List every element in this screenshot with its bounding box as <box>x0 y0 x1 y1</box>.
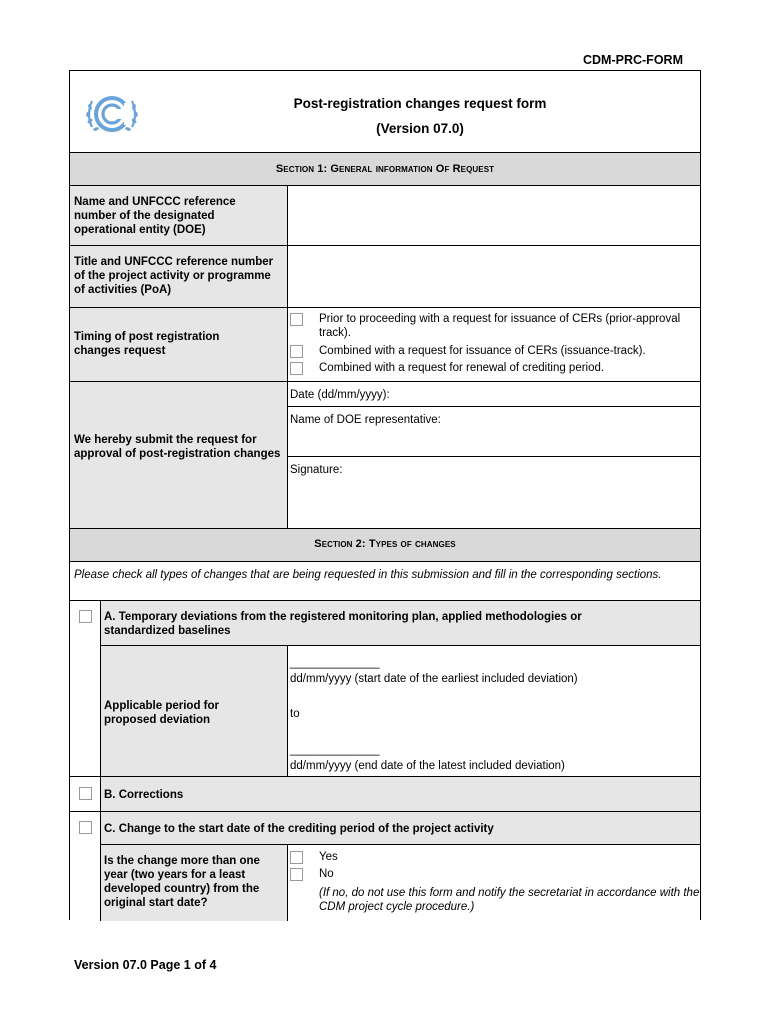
form-version: (Version 07.0) <box>376 121 464 136</box>
change-c-yes-checkbox[interactable] <box>290 851 303 864</box>
doe-value-field[interactable] <box>288 186 700 245</box>
change-b-checkbox[interactable] <box>79 787 92 800</box>
change-c-title: C. Change to the start date of the crediting period of the project activity <box>104 823 494 835</box>
timing-label: Timing of post registration changes request <box>74 331 220 357</box>
document-code: CDM-PRC-FORM <box>583 53 683 67</box>
end-date-hint: dd/mm/yyyy (end date of the latest included deviation) <box>290 760 565 772</box>
date-label: Date (dd/mm/yyyy): <box>290 389 390 401</box>
change-c-checkbox[interactable] <box>79 821 92 834</box>
change-c-no-label: No <box>319 868 334 880</box>
timing-renewal-checkbox[interactable] <box>290 362 303 375</box>
signature-label: Signature: <box>290 464 343 476</box>
doe-label: Name and UNFCCC reference number of the designated operational entity (DOE) <box>74 196 236 236</box>
change-b-title: B. Corrections <box>104 789 184 801</box>
form-title: Post-registration changes request form <box>293 96 547 111</box>
project-label: Title and UNFCCC reference number of the project activity or programme of activities (PoA) <box>74 256 274 296</box>
timing-issuance-checkbox[interactable] <box>290 345 303 358</box>
project-value-field[interactable] <box>288 246 700 307</box>
end-date-line[interactable]: ______________ <box>290 744 380 756</box>
submit-label: We hereby submit the request for approval of post-registration changes <box>74 434 281 460</box>
timing-option-prior: Prior to proceeding with a request for issuance of CERs (prior-approval track). <box>319 313 681 339</box>
form-frame <box>69 70 701 920</box>
doe-representative-label: Name of DOE representative: <box>290 414 441 426</box>
period-label: Applicable period for proposed deviation <box>104 700 220 726</box>
section2-title: Section 2: Types of changes <box>314 538 456 550</box>
change-c-no-checkbox[interactable] <box>290 868 303 881</box>
change-c-yes-label: Yes <box>319 851 338 863</box>
start-date-hint: dd/mm/yyyy (start date of the earliest included deviation) <box>290 673 578 685</box>
timing-prior-approval-checkbox[interactable] <box>290 313 303 326</box>
change-a-checkbox[interactable] <box>79 610 92 623</box>
timing-option-renewal: Combined with a request for renewal of crediting period. <box>319 362 605 374</box>
start-date-line[interactable]: ______________ <box>290 657 380 669</box>
change-b-header <box>101 777 700 811</box>
to-text: to <box>290 708 300 720</box>
change-c-question: Is the change more than one year (two years for a least developed country) from the original start date? <box>104 855 260 909</box>
change-a-title: A. Temporary deviations from the registered monitoring plan, applied methodologies or standardized baselines <box>104 611 582 637</box>
section2-instruction: Please check all types of changes that are being requested in this submission and fill in the corresponding sections. <box>74 569 662 581</box>
footer-page-info: Version 07.0 Page 1 of 4 <box>74 958 217 972</box>
section1-title: Section 1: General information Of Request <box>275 163 495 175</box>
timing-option-issuance: Combined with a request for issuance of CERs (issuance-track). <box>319 345 646 357</box>
change-c-note: (If no, do not use this form and notify the secretariat in accordance with the CDM project cycle procedure.) <box>319 887 700 913</box>
